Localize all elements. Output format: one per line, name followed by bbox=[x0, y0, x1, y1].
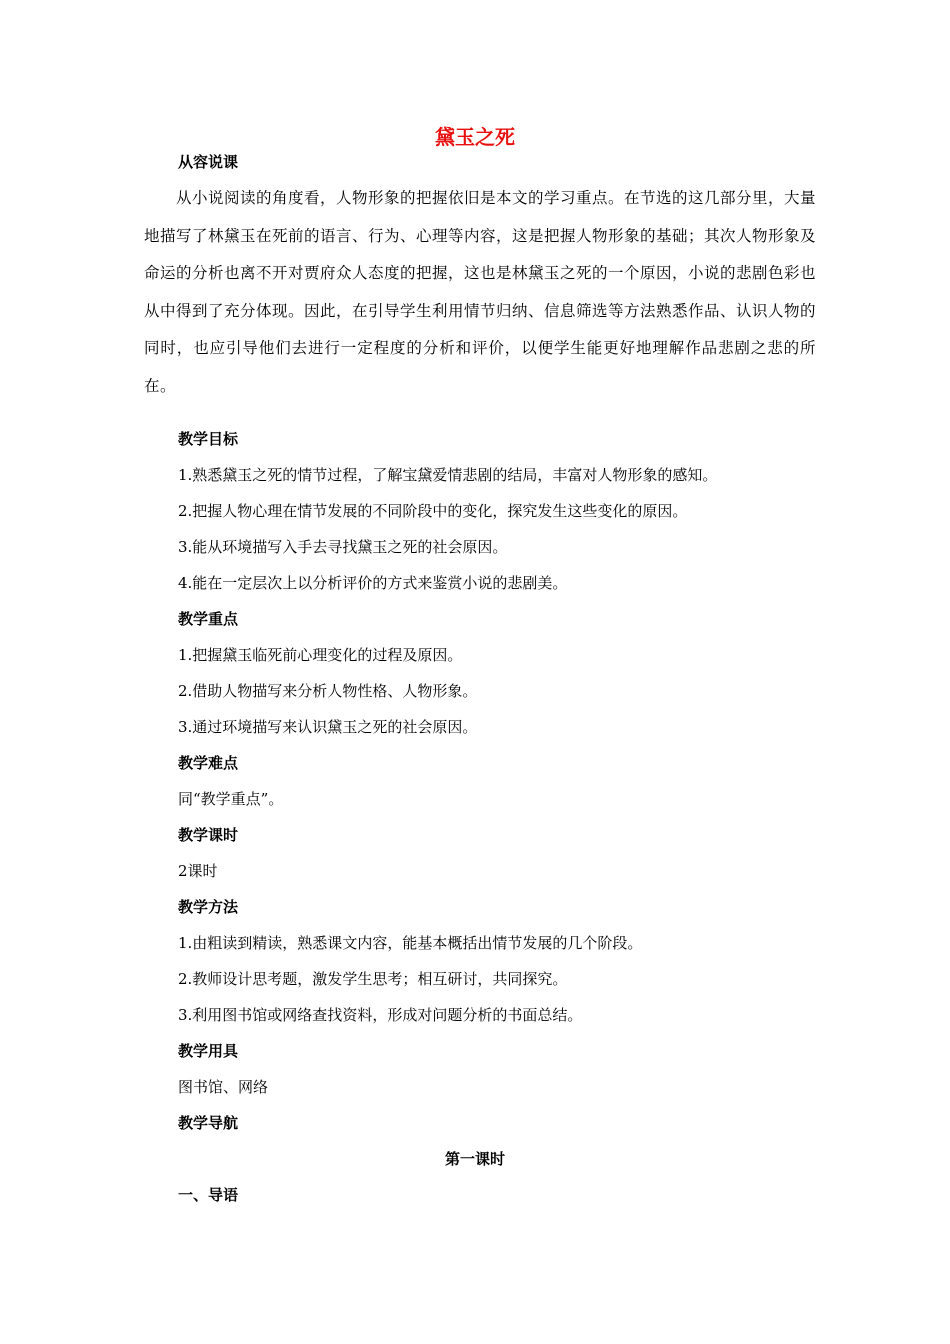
method-item: 1.由粗读到精读，熟悉课文内容，能基本概括出情节发展的几个阶段。 bbox=[178, 934, 643, 952]
section-title: 一、导语 bbox=[178, 1186, 239, 1204]
key-point-item: 3.通过环境描写来认识黛玉之死的社会原因。 bbox=[178, 718, 478, 736]
hours-text: 2课时 bbox=[178, 862, 218, 880]
key-point-item: 1.把握黛玉临死前心理变化的过程及原因。 bbox=[178, 646, 463, 664]
tools-heading: 教学用具 bbox=[178, 1042, 239, 1060]
difficulties-text: 同“教学重点”。 bbox=[178, 790, 284, 808]
goal-item: 2.把握人物心理在情节发展的不同阶段中的变化，探究发生这些变化的原因。 bbox=[178, 502, 688, 520]
document-title: 黛玉之死 bbox=[435, 125, 515, 149]
tools-text: 图书馆、网络 bbox=[178, 1078, 269, 1096]
method-item: 2.教师设计思考题，激发学生思考；相互研讨，共同探究。 bbox=[178, 970, 568, 988]
hours-heading: 教学课时 bbox=[178, 826, 239, 844]
goal-item: 4.能在一定层次上以分析评价的方式来鉴赏小说的悲剧美。 bbox=[178, 574, 568, 592]
intro-heading: 从容说课 bbox=[178, 153, 239, 171]
goal-item: 1.熟悉黛玉之死的情节过程，了解宝黛爱情悲剧的结局，丰富对人物形象的感知。 bbox=[178, 466, 718, 484]
methods-heading: 教学方法 bbox=[178, 898, 239, 916]
goal-item: 3.能从环境描写入手去寻找黛玉之死的社会原因。 bbox=[178, 538, 508, 556]
key-point-item: 2.借助人物描写来分析人物性格、人物形象。 bbox=[178, 682, 478, 700]
difficulties-heading: 教学难点 bbox=[178, 754, 239, 772]
navigation-heading: 教学导航 bbox=[178, 1114, 239, 1132]
method-item: 3.利用图书馆或网络查找资料，形成对问题分析的书面总结。 bbox=[178, 1006, 583, 1024]
goals-heading: 教学目标 bbox=[178, 430, 239, 448]
intro-paragraph: 从小说阅读的角度看，人物形象的把握依旧是本文的学习重点。在节选的这几部分里，大量地描写了林黛玉在死前的语言、行为、心理等内容，这是把握人物形象的基础；其次人物形象及命运的分析也离不开对贾府众人态度的把握，这也是林黛玉之死的一个原因，小说的悲剧色彩也从中得到了充分体现。因此，在引导学生利用情节归纳、信息筛选等方法熟悉作品、认识人物的同时，也应引导他们去进行一定程度的分析和评价，以便学生能更好地理解作品悲剧之悲的所在。 bbox=[144, 189, 817, 395]
lesson-title: 第一课时 bbox=[444, 1150, 505, 1168]
key-points-heading: 教学重点 bbox=[178, 610, 239, 628]
